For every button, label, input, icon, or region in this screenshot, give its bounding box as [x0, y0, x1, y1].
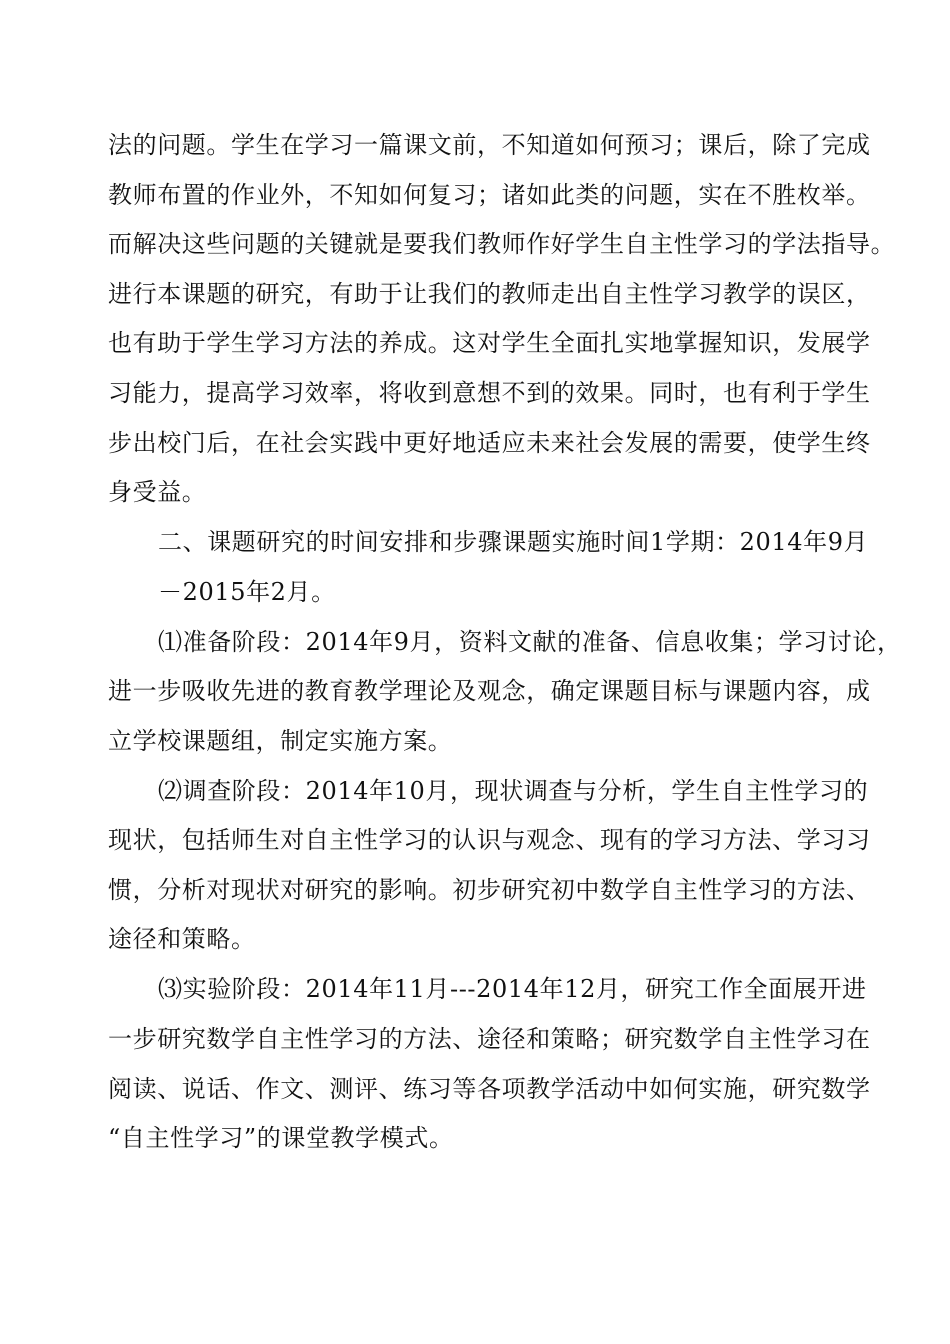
- paragraph-line: 进一步吸收先进的教育教学理论及观念，确定课题目标与课题内容，成: [108, 677, 871, 705]
- paragraph-line: ⑵调查阶段：2014年10月，现状调查与分析，学生自主性学习的: [158, 777, 869, 805]
- paragraph-line: 而解决这些问题的关键就是要我们教师作好学生自主性学习的学法指导。: [108, 230, 896, 258]
- paragraph-line: 习能力，提高学习效率，将收到意想不到的效果。同时，也有利于学生: [108, 379, 871, 407]
- paragraph-line: 途径和策略。: [108, 925, 256, 953]
- paragraph-line: 一步研究数学自主性学习的方法、途径和策略；研究数学自主性学习在: [108, 1025, 871, 1053]
- paragraph-line: 身受益。: [108, 478, 207, 506]
- paragraph-line: 阅读、说话、作文、测评、练习等各项教学活动中如何实施，研究数学: [108, 1075, 871, 1103]
- paragraph-line: 现状，包括师生对自主性学习的认识与观念、现有的学习方法、学习习: [108, 826, 871, 854]
- paragraph-line: 也有助于学生学习方法的养成。这对学生全面扎实地掌握知识，发展学: [108, 329, 871, 357]
- paragraph-line: 教师布置的作业外，不知如何复习；诸如此类的问题，实在不胜枚举。: [108, 181, 871, 209]
- paragraph-line: ⑶实验阶段：2014年11月---2014年12月，研究工作全面展开进: [158, 975, 867, 1003]
- paragraph-line: 进行本课题的研究，有助于让我们的教师走出自主性学习教学的误区，: [108, 280, 871, 308]
- section-heading: 二、课题研究的时间安排和步骤课题实施时间1学期：2014年9月: [158, 528, 869, 556]
- paragraph-line: 惯，分析对现状对研究的影响。初步研究初中数学自主性学习的方法、: [108, 876, 871, 904]
- section-heading-continued: －2015年2月。: [158, 578, 336, 606]
- paragraph-line: 立学校课题组，制定实施方案。: [108, 727, 453, 755]
- paragraph-line: ⑴准备阶段：2014年9月，资料文献的准备、信息收集；学习讨论，: [158, 628, 902, 656]
- paragraph-line: 法的问题。学生在学习一篇课文前，不知道如何预习；课后，除了完成: [108, 131, 871, 159]
- paragraph-line: 步出校门后，在社会实践中更好地适应未来社会发展的需要，使学生终: [108, 429, 871, 457]
- paragraph-line: “自主性学习”的课堂教学模式。: [108, 1124, 454, 1152]
